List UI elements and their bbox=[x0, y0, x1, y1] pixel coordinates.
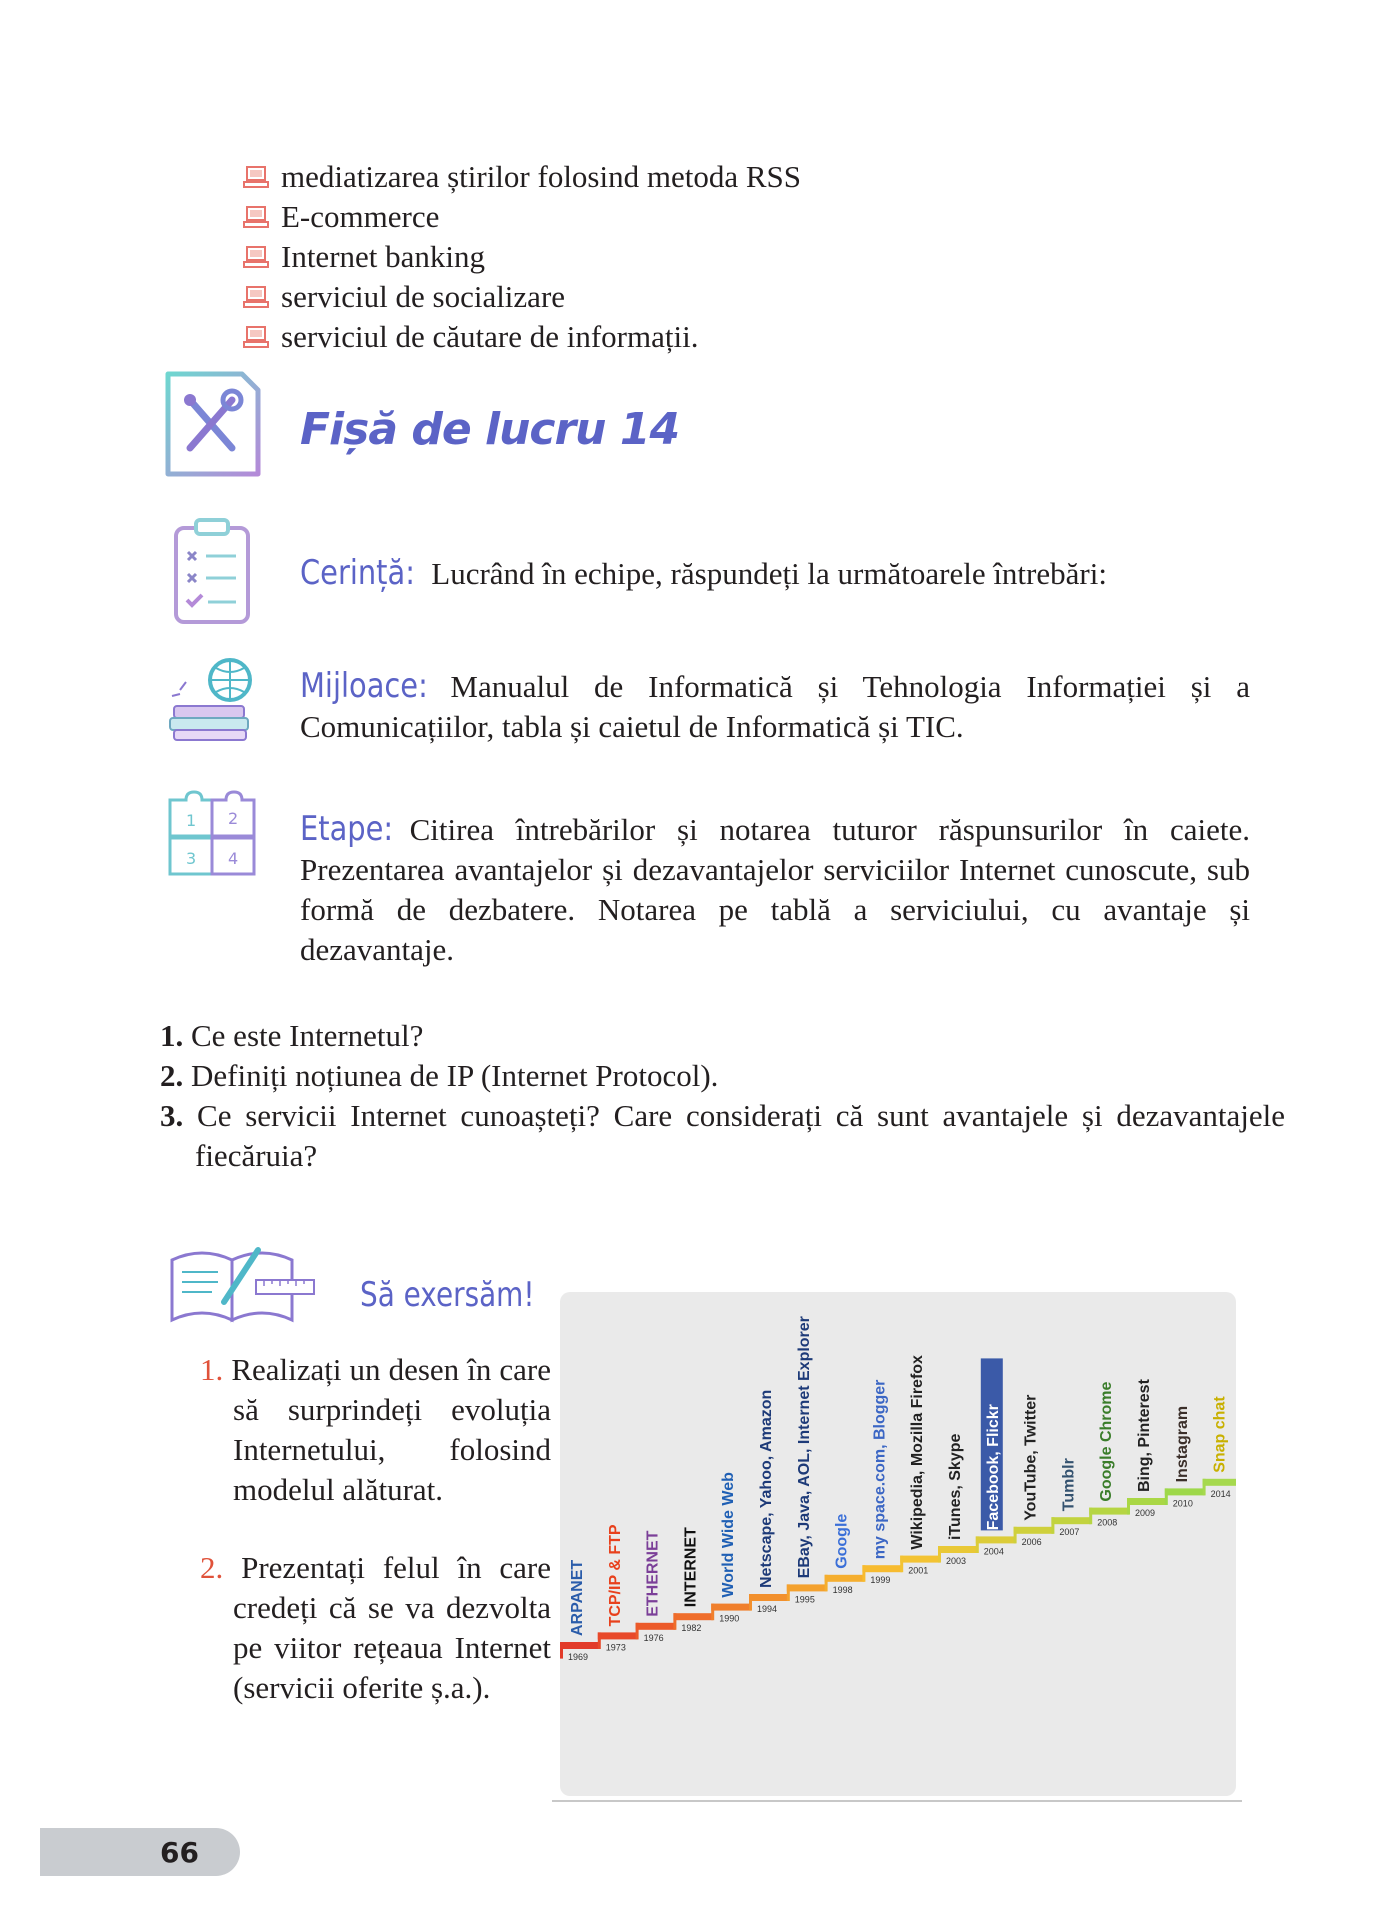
timeline-year: 2004 bbox=[983, 1546, 1004, 1557]
bullet-item bbox=[243, 277, 565, 317]
timeline-year: 1969 bbox=[568, 1652, 589, 1662]
timeline-step-bar bbox=[636, 1623, 676, 1630]
timeline-year: 1990 bbox=[719, 1613, 740, 1624]
timeline-step bbox=[1014, 1395, 1054, 1547]
exercise-title: Să exersăm! bbox=[360, 1275, 535, 1315]
timeline-year: 2003 bbox=[946, 1556, 967, 1566]
timeline-step-bar bbox=[711, 1604, 751, 1611]
svg-text:4: 4 bbox=[228, 849, 239, 868]
timeline-step bbox=[900, 1355, 940, 1576]
bullet-text: serviciul de căutare de informații. bbox=[281, 319, 699, 354]
timeline-step-riser bbox=[1051, 1517, 1054, 1534]
timeline-step-riser bbox=[1127, 1498, 1130, 1515]
page-number-tab bbox=[40, 1828, 240, 1876]
timeline-step bbox=[711, 1472, 751, 1624]
means-paragraph bbox=[300, 666, 1250, 747]
timeline-step-riser bbox=[1089, 1508, 1092, 1525]
exercise-item bbox=[200, 1350, 551, 1510]
checklist-icon bbox=[172, 518, 252, 626]
timeline-step bbox=[749, 1390, 789, 1614]
timeline-label: ETHERNET bbox=[644, 1530, 662, 1617]
internet-timeline-image bbox=[560, 1292, 1236, 1796]
timeline-year: 2007 bbox=[1059, 1527, 1080, 1538]
timeline-year: 1998 bbox=[832, 1584, 853, 1595]
laptop-icon bbox=[243, 244, 269, 270]
puzzle-icon bbox=[166, 790, 258, 878]
timeline-step-riser bbox=[1203, 1479, 1206, 1496]
timeline-step-bar bbox=[1165, 1488, 1205, 1495]
question-number: 3. bbox=[160, 1098, 184, 1133]
timeline-step-riser bbox=[749, 1594, 752, 1611]
svg-text:3: 3 bbox=[186, 849, 197, 868]
bullet-text: serviciul de socializare bbox=[281, 279, 566, 314]
timeline-year: 1973 bbox=[605, 1642, 626, 1653]
timeline-step bbox=[862, 1380, 902, 1586]
timeline-step-riser bbox=[673, 1613, 676, 1630]
timeline-step bbox=[1203, 1396, 1236, 1499]
timeline-step-bar bbox=[862, 1565, 902, 1572]
timeline-step bbox=[938, 1433, 978, 1566]
timeline-step-riser bbox=[938, 1546, 941, 1563]
means-label: Mijloace: bbox=[300, 666, 428, 706]
timeline-label: my space.com, Blogger bbox=[871, 1379, 889, 1560]
timeline-step bbox=[1165, 1406, 1205, 1508]
timeline-year: 1999 bbox=[870, 1575, 891, 1586]
timeline-step-bar bbox=[749, 1594, 789, 1601]
page-number: 66 bbox=[160, 1836, 199, 1869]
timeline-step bbox=[560, 1560, 600, 1662]
timeline-year: 1982 bbox=[681, 1623, 702, 1634]
question-item bbox=[160, 1056, 1250, 1096]
timeline-label: World Wide Web bbox=[720, 1472, 738, 1598]
timeline-step bbox=[1127, 1378, 1167, 1518]
timeline-step-riser bbox=[560, 1642, 563, 1659]
timeline-label: Wikipedia, Mozilla Firefox bbox=[909, 1355, 927, 1550]
timeline-step-bar bbox=[673, 1613, 713, 1620]
timeline-step bbox=[787, 1316, 827, 1604]
steps-paragraph bbox=[300, 809, 1250, 970]
timeline-step-riser bbox=[900, 1556, 903, 1573]
timeline-year: 2010 bbox=[1172, 1498, 1193, 1509]
question-text: Ce servicii Internet cunoașteți? Care considerați că sunt avantajele și dezavantajele fiecăruia? bbox=[195, 1098, 1285, 1173]
question-text: Definiți noțiunea de IP (Internet Protocol). bbox=[191, 1058, 719, 1093]
laptop-icon bbox=[243, 284, 269, 310]
timeline-step bbox=[1089, 1381, 1129, 1527]
timeline-label: Bing, Pinterest bbox=[1136, 1379, 1153, 1492]
timeline-year: 2009 bbox=[1135, 1508, 1156, 1518]
timeline-label: TCP/IP & FTP bbox=[606, 1524, 624, 1627]
timeline-year: 1976 bbox=[643, 1632, 664, 1643]
timeline-step-bar bbox=[900, 1556, 940, 1563]
question-item bbox=[160, 1096, 1285, 1176]
timeline-label: INTERNET bbox=[682, 1527, 700, 1608]
timeline-label: iTunes, Skype bbox=[947, 1433, 964, 1540]
timeline-step-bar bbox=[976, 1536, 1016, 1543]
laptop-icon bbox=[243, 324, 269, 350]
exercise-text: Realizați un desen în care să surprindeți evoluția Internetului, folosind modelul alăturat. bbox=[231, 1352, 551, 1507]
timeline-step bbox=[673, 1527, 713, 1633]
timeline-year: 2006 bbox=[1021, 1536, 1042, 1547]
bullet-text: E-commerce bbox=[281, 199, 440, 234]
requirement-line bbox=[300, 553, 1250, 594]
laptop-icon bbox=[243, 164, 269, 190]
svg-text:2: 2 bbox=[228, 809, 239, 828]
timeline-step-bar bbox=[598, 1632, 638, 1639]
timeline-year: 1995 bbox=[794, 1594, 815, 1605]
timeline-step-riser bbox=[976, 1536, 979, 1553]
timeline-step-riser bbox=[598, 1632, 601, 1649]
timeline-label: YouTube, Twitter bbox=[1022, 1394, 1040, 1521]
timeline-year: 1994 bbox=[757, 1604, 778, 1614]
timeline-step-riser bbox=[1165, 1488, 1168, 1505]
timeline-step bbox=[825, 1514, 865, 1595]
globe-books-icon bbox=[168, 654, 260, 744]
timeline-label: Facebook, Flickr bbox=[984, 1404, 1002, 1531]
timeline-step-bar bbox=[1051, 1517, 1091, 1524]
timeline-label: Google Chrome bbox=[1098, 1381, 1116, 1502]
timeline-step bbox=[976, 1358, 1016, 1556]
timeline-label: Google bbox=[833, 1513, 851, 1569]
laptop-icon bbox=[243, 204, 269, 230]
timeline-step-riser bbox=[862, 1565, 865, 1582]
steps-label: Etape: bbox=[300, 809, 394, 849]
timeline-step-bar bbox=[938, 1546, 978, 1553]
timeline-label: Netscape, Yahoo, Amazon bbox=[758, 1389, 775, 1588]
timeline-label: Instagram bbox=[1173, 1405, 1191, 1483]
exercise-text: Prezentați felul în care credeți că se va dezvolta pe viitor rețeaua Internet (servicii oferite ș.a.). bbox=[233, 1550, 552, 1705]
timeline-step-riser bbox=[636, 1623, 639, 1640]
timeline-year: 2001 bbox=[908, 1565, 929, 1576]
question-text: Ce este Internetul? bbox=[191, 1018, 424, 1053]
timeline-step-bar bbox=[1203, 1479, 1236, 1486]
bullet-item bbox=[243, 157, 801, 197]
worksheet-title: Fișă de lucru 14 bbox=[300, 404, 680, 455]
question-number: 2. bbox=[160, 1058, 184, 1093]
timeline-year: 2014 bbox=[1210, 1488, 1231, 1499]
question-item bbox=[160, 1016, 1250, 1056]
timeline-label: EBay, Java, AOL, Internet Explorer bbox=[795, 1316, 813, 1579]
notebook-pencil-icon bbox=[168, 1240, 318, 1326]
timeline-step-bar bbox=[1089, 1508, 1129, 1515]
question-number: 1. bbox=[160, 1018, 184, 1053]
timeline-step bbox=[1051, 1458, 1091, 1537]
timeline-step-bar bbox=[1014, 1527, 1054, 1534]
steps-text: Citirea întrebărilor și notarea tuturor răspunsurilor în caiete. Prezentarea avantajelor și dezavantajelor serviciilor Internet cunoscute, sub formă de dezbatere. Notarea pe tablă a serviciului, cu avantaje și dezavantaje. bbox=[300, 812, 1250, 967]
exercise-item bbox=[200, 1548, 551, 1708]
tools-icon bbox=[160, 370, 262, 482]
timeline-step-bar bbox=[825, 1575, 865, 1582]
exercise-number: 2. bbox=[200, 1550, 224, 1585]
timeline-step-bar bbox=[787, 1584, 827, 1591]
timeline-svg bbox=[560, 1292, 1236, 1796]
svg-text:1: 1 bbox=[186, 811, 197, 830]
timeline-step-bar bbox=[560, 1642, 600, 1649]
timeline-label: Snap chat bbox=[1211, 1396, 1229, 1473]
divider-line bbox=[552, 1800, 1242, 1802]
timeline-step-riser bbox=[825, 1575, 828, 1592]
timeline-label: Tumblr bbox=[1060, 1458, 1078, 1512]
bullet-item bbox=[243, 317, 698, 357]
exercise-number: 1. bbox=[200, 1352, 224, 1387]
timeline-step-riser bbox=[787, 1584, 790, 1601]
requirement-text: Lucrând în echipe, răspundeți la următoarele întrebări: bbox=[431, 556, 1107, 591]
timeline-label: ARPANET bbox=[569, 1559, 586, 1636]
bullet-text: mediatizarea știrilor folosind metoda RSS bbox=[281, 159, 802, 194]
timeline-step-bar bbox=[1127, 1498, 1167, 1505]
timeline-step-riser bbox=[711, 1604, 714, 1621]
bullet-item bbox=[243, 237, 485, 277]
timeline-year: 2008 bbox=[1097, 1517, 1118, 1528]
bullet-item bbox=[243, 197, 439, 237]
timeline-step bbox=[636, 1530, 676, 1642]
timeline-step bbox=[598, 1524, 638, 1652]
means-text: Manualul de Informatică și Tehnologia Informației și a Comunicațiilor, tabla și caietul de Informatică și TIC. bbox=[300, 669, 1250, 744]
requirement-label: Cerință: bbox=[300, 553, 415, 593]
bullet-text: Internet banking bbox=[281, 239, 486, 274]
timeline-step-riser bbox=[1014, 1527, 1017, 1544]
